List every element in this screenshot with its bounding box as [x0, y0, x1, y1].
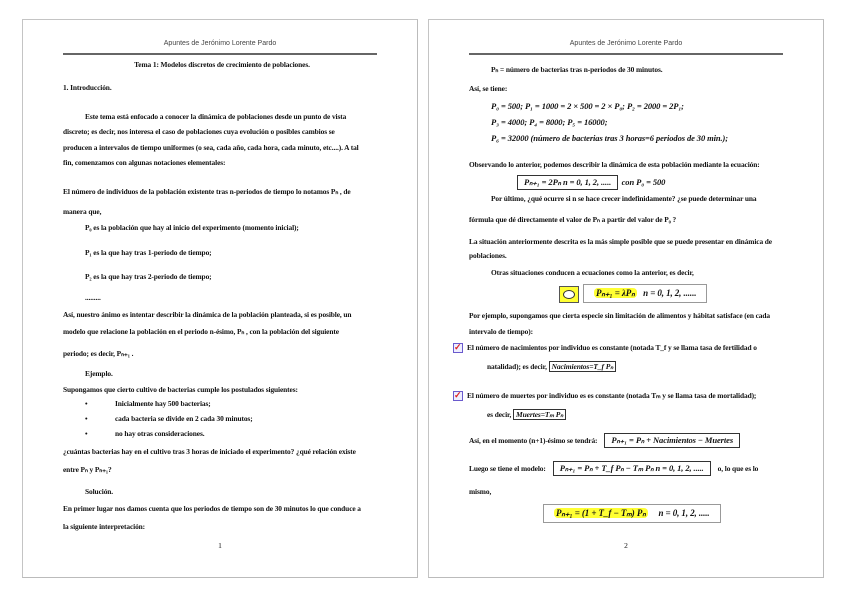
text-line: intervalo de tiempo):: [469, 327, 533, 336]
header-rule: [469, 53, 783, 55]
text-line: Luego se tiene el modelo: Pₙ₊₁ = Pₙ + T_f Pₙ − Tₘ Pₙ n = 0, 1, 2, ..... o, lo que es lo: [469, 461, 787, 476]
notation-line: El número de individuos de la población existente tras n-periodos de tiempo lo notamos Pₙ , de: [63, 187, 351, 196]
text-line: Otras situaciones conducen a ecuaciones como la anterior, es decir,: [491, 268, 694, 277]
text-line: Observando lo anterior, podemos describir la dinámica de esta población mediante la ecuación:: [469, 160, 760, 169]
intro-line: fin, comenzamos con algunas notaciones elementales:: [63, 158, 226, 167]
text-line: Por ejemplo, supongamos que cierta especie sin limitación de alimentos y hábitat satisface (en cada: [469, 311, 770, 320]
page-header: Apuntes de Jerónimo Lorente Pardo: [569, 40, 683, 47]
document-title: Tema 1: Modelos discretos de crecimiento de poblaciones.: [134, 60, 310, 69]
page-number: 2: [624, 541, 628, 550]
solution-label: Solución.: [85, 487, 114, 496]
equation-box: Pₙ₊₁ = λPₙ n = 0, 1, 2, ......: [583, 284, 707, 303]
equation-box: Pₙ₊₁ = Pₙ + T_f Pₙ − Tₘ Pₙ n = 0, 1, 2, .....: [553, 461, 711, 476]
lambda-equation: [559, 284, 787, 303]
aim-line: periodo; es decir, Pₙ₊₁ .: [63, 349, 134, 358]
checkbox-checked-icon: ✓: [454, 342, 462, 353]
text-line: mismo,: [469, 487, 492, 496]
section-heading: 1. Introducción.: [63, 83, 112, 92]
question-line: entre Pₙ y Pₙ₊₁?: [63, 465, 112, 474]
solution-line: En primer lugar nos damos cuenta que los periodos de tiempo son de 30 minutos lo que conduce a: [63, 504, 361, 513]
equation-line: P₀ = 500; P₁ = 1000 = 2 × 500 = 2 × P₀; P₂ = 2000 = 2P₁;: [491, 101, 684, 111]
header-rule: [63, 53, 377, 55]
question-line: ¿cuántas bacterias hay en el cultivo tras 3 horas de iniciado el experimento? ¿qué relación existe: [63, 447, 356, 456]
text-line: La situación anteriormente descrita es la más simple posible que se puede presentar en dinámica de: [469, 237, 772, 246]
text-line: es decir, Muertes=Tₘ Pₙ: [487, 409, 787, 420]
equation-box: Pₙ₊₁ = 2Pₙ n = 0, 1, 2, .....: [517, 175, 618, 190]
ellipsis: .........: [85, 293, 101, 302]
page-number: 1: [218, 541, 222, 550]
comment-note-icon[interactable]: [559, 286, 579, 303]
text-line: Así, se tiene:: [469, 84, 508, 93]
final-equation: [543, 504, 787, 523]
pn-definition: Pₙ = número de bacterias tras n-periodos de 30 minutos.: [491, 65, 663, 74]
p2-definition: P₂ es la que hay tras 2-periodo de tiempo;: [85, 272, 212, 281]
p1-definition: P₁ es la que hay tras 1-periodo de tiempo;: [85, 248, 212, 257]
checklist-item: ✓ El número de muertes por individuo es es constante (notada Tₘ y se llama tasa de mortalidad);: [454, 390, 757, 401]
bullet-item: • cada bacteria se divide en 2 cada 30 minutos;: [85, 414, 253, 423]
model-equation: Pₙ₊₁ = 2Pₙ n = 0, 1, 2, ..... con P₀ = 500: [517, 175, 787, 190]
bullet-item: • Inicialmente hay 500 bacterias;: [85, 399, 211, 408]
page-header: Apuntes de Jerónimo Lorente Pardo: [163, 40, 277, 47]
example-label: Ejemplo.: [85, 369, 113, 378]
bullet-item: • no hay otras consideraciones.: [85, 429, 205, 438]
intro-line: Este tema está enfocado a conocer la dinámica de poblaciones desde un punto de vista: [85, 112, 347, 121]
page-2: [428, 19, 824, 578]
page-1: [22, 19, 418, 578]
equation-line: P₆ = 32000 (número de bacterias tras 3 horas=6 periodos de 30 min.);: [491, 133, 729, 143]
text-line: natalidad); es decir, Nacimientos=T_f Pₙ: [487, 361, 787, 372]
equation-box: Pₙ₊₁ = Pₙ + Nacimientos − Muertes: [604, 433, 740, 448]
text-line: fórmula que dé directamente el valor de Pₙ a partir del valor de P₀ ?: [469, 215, 677, 224]
intro-line: producen a intervalos de tiempo uniformes (o sea, cada año, cada hora, cada minuto, etc....). A tal: [63, 143, 359, 152]
births-box: Nacimientos=T_f Pₙ: [549, 361, 617, 372]
text-line: Por último, ¿qué ocurre si n se hace crecer indefinidamente? ¿se puede determinar una: [491, 194, 757, 203]
text-line: poblaciones.: [469, 251, 507, 260]
example-intro: Supongamos que cierto cultivo de bacterias cumple los postulados siguientes:: [63, 385, 298, 394]
solution-line: la siguiente interpretación:: [63, 522, 146, 531]
notation-line: manera que,: [63, 207, 102, 216]
aim-line: Así, nuestro ánimo es intentar describir la dinámica de la población planteada, si es posible, un: [63, 310, 352, 319]
aim-line: modelo que relacione la población en el periodo n-ésimo, Pₙ , con la población del siguiente: [63, 327, 339, 336]
deaths-box: Muertes=Tₘ Pₙ: [513, 409, 566, 420]
intro-line: discreto; es decir, nos interesa el caso de poblaciones cuya evolución o posibles cambios se: [63, 127, 335, 136]
text-line: Así, en el momento (n+1)-ésimo se tendrá: Pₙ₊₁ = Pₙ + Nacimientos − Muertes: [469, 433, 787, 448]
checklist-item: ✓ El número de nacimientos por individuo es constante (notada T_f y se llama tasa de fertilidad o: [454, 342, 757, 353]
checkbox-checked-icon: ✓: [454, 390, 462, 401]
equation-box: Pₙ₊₁ = (1 + T_f − Tₘ) Pₙ n = 0, 1, 2, .....: [543, 504, 721, 523]
p0-definition: P₀ es la población que hay al inicio del experimento (momento inicial);: [85, 223, 299, 232]
equation-line: P₃ = 4000; P₄ = 8000; P₅ = 16000;: [491, 117, 608, 127]
